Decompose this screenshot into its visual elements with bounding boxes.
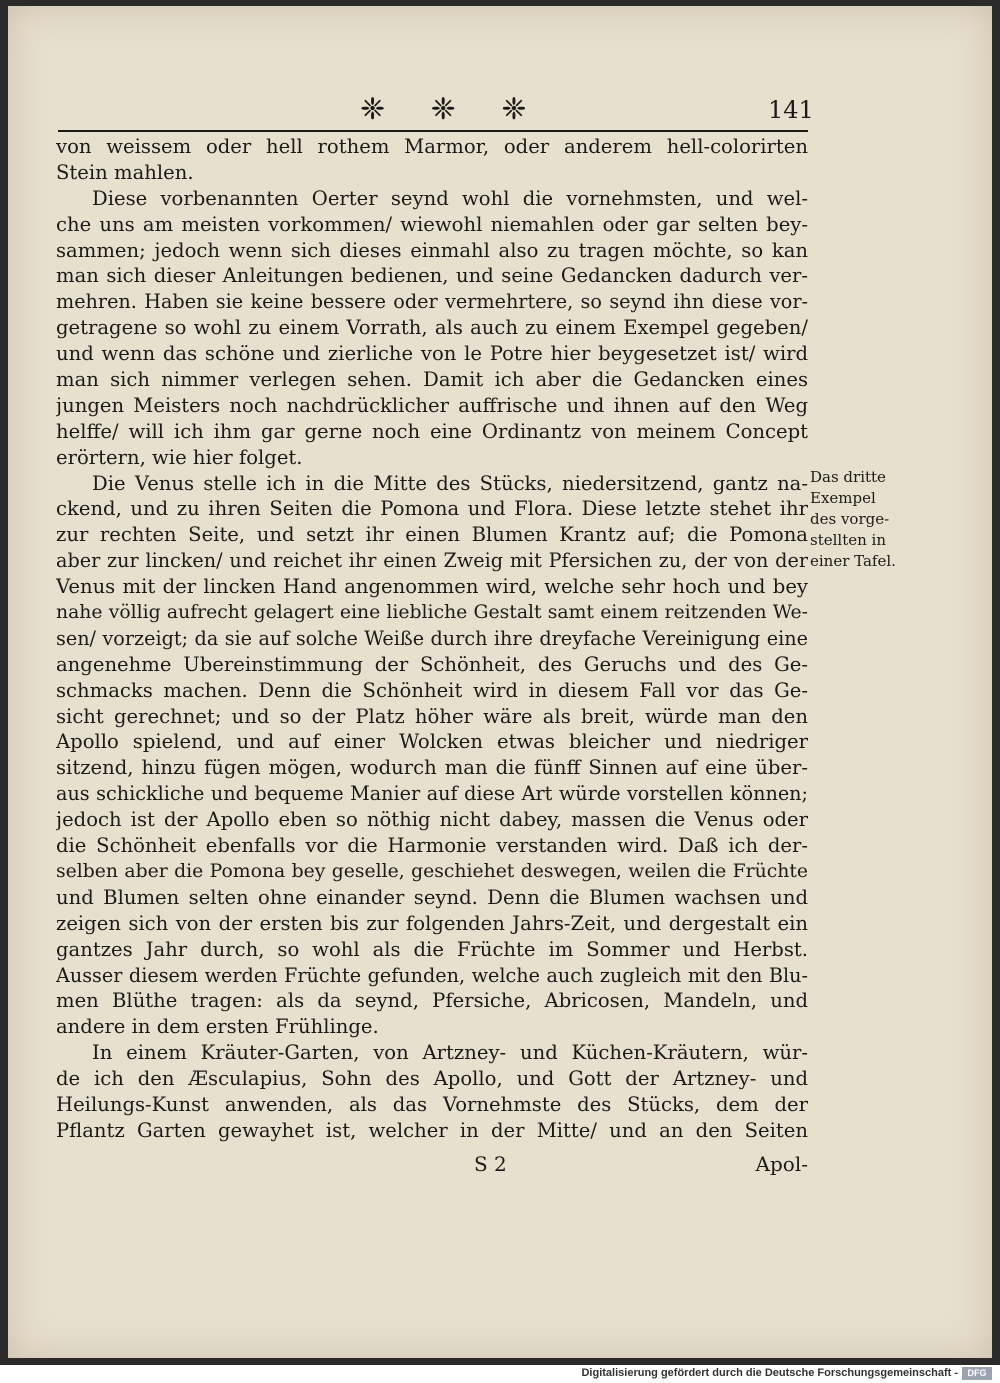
text-line: Apollo spielend, und auf einer Wolcken etwas bleicher und niedriger: [56, 730, 808, 754]
text-line: aus schickliche und bequeme Manier auf diese Art würde vorstellen können;: [56, 782, 808, 806]
catchword: Apol-: [755, 1152, 808, 1176]
text-line: sammen; jedoch wenn sich dieses einmahl also zu tragen möchte, so kan: [56, 238, 808, 262]
text-line: Die Venus stelle ich in die Mitte des Stücks, niedersitzend, gantz na-: [92, 471, 808, 495]
text-line: Stein mahlen.: [56, 160, 194, 184]
page-number: 141: [768, 96, 814, 124]
marginal-note-line: des vorge-: [810, 510, 890, 528]
header-ornament: ❈ ❈ ❈: [360, 92, 545, 127]
text-line: zur rechten Seite, und setzt ihr einen Blumen Krantz auf; die Pomona: [56, 523, 808, 547]
text-line: Ausser diesem werden Früchte gefunden, welche auch zugleich mit den Blu-: [56, 963, 808, 987]
text-line: angenehme Ubereinstimmung der Schönheit, des Geruchs und des Ge-: [56, 652, 808, 676]
text-line: aber zur lincken/ und reichet ihr einen Zweig mit Pfersichen zu, der von der: [56, 549, 808, 573]
text-line: und wenn das schöne und zierliche von le Potre hier beygesetzet ist/ wird: [56, 342, 808, 366]
text-line: jungen Meisters noch nachdrücklicher auffrische und ihnen auf den Weg: [56, 393, 808, 417]
marginal-note-line: stellten in: [810, 531, 886, 549]
text-line: sitzend, hinzu fügen mögen, wodurch man die fünff Sinnen auf eine über-: [56, 756, 808, 780]
text-line: von weissem oder hell rothem Marmor, oder anderem hell-colorirten: [56, 135, 808, 158]
text-line: Diese vorbenannten Oerter seynd wohl die vornehmsten, und wel-: [92, 186, 808, 210]
text-line: die Schönheit ebenfalls vor die Harmonie verstanden wird. Daß ich der-: [56, 834, 808, 858]
text-line: selben aber die Pomona bey geselle, geschiehet deswegen, weilen die Früchte: [56, 860, 808, 882]
text-line: sen/ vorzeigt; da sie auf solche Weiße durch ihre dreyfache Vereinigung eine: [56, 626, 808, 650]
marginal-note-line: Das dritte: [810, 468, 886, 486]
page-foot-row: [56, 1152, 808, 1180]
text-line: nahe völlig aufrecht gelagert eine liebliche Gestalt samt einem reitzenden We-: [56, 602, 808, 624]
text-line: Pflantz Garten gewayhet ist, welcher in der Mitte/ und an den Seiten: [56, 1118, 808, 1142]
text-line: getragene so wohl zu einem Vorrath, als auch zu einem Exempel gegeben/: [56, 316, 808, 340]
text-line: de ich den Æsculapius, Sohn des Apollo, und Gott der Artzney- und: [56, 1067, 808, 1091]
text-line: andere in dem ersten Frühlinge.: [56, 1015, 379, 1039]
marginal-note: [810, 467, 910, 572]
text-line: Venus mit der lincken Hand angenommen wird, welche sehr hoch und bey: [56, 575, 808, 599]
text-line: man sich dieser Anleitungen bedienen, und seine Gedancken dadurch ver-: [56, 264, 808, 288]
text-line: sicht gerechnet; und so der Platz höher wäre als breit, würde man den: [56, 704, 808, 728]
text-line: che uns am meisten vorkommen/ wiewohl niemahlen oder gar selten bey-: [56, 212, 808, 236]
text-line: ckend, und zu ihren Seiten die Pomona und Flora. Diese letzte stehet ihr: [56, 497, 808, 521]
digitization-credit: Digitalisierung gefördert durch die Deutsche Forschungsgemeinschaft -: [581, 1367, 958, 1379]
text-line: mehren. Haben sie keine bessere oder vermehrtere, so seynd ihn diese vor-: [56, 290, 808, 314]
text-line: erörtern, wie hier folget.: [56, 445, 303, 469]
text-line: schmacks machen. Denn die Schönheit wird in diesem Fall vor das Ge-: [56, 678, 808, 702]
text-line: und Blumen selten ohne einander seynd. Denn die Blumen wachsen und: [56, 885, 808, 909]
text-line: gantzes Jahr durch, so wohl als die Früchte im Sommer und Herbst.: [56, 937, 808, 961]
text-line: man sich nimmer verlegen sehen. Damit ich aber die Gedancken eines: [56, 368, 808, 392]
marginal-note-line: Exempel: [810, 489, 876, 507]
signature-mark: S 2: [474, 1152, 507, 1176]
body-text: [56, 134, 808, 1144]
text-line: zeigen sich von der ersten bis zur folgenden Jahrs-Zeit, und dergestalt ein: [56, 911, 808, 935]
text-line: helffe/ will ich ihm gar gerne noch eine Ordinantz von meinem Concept: [56, 419, 808, 443]
text-line: In einem Kräuter-Garten, von Artzney- und Küchen-Kräutern, wür-: [92, 1041, 808, 1065]
text-line: men Blüthe tragen: als da seynd, Pfersiche, Abricosen, Mandeln, und: [56, 989, 808, 1013]
header-rule: [58, 130, 808, 132]
text-line: jedoch ist der Apollo eben so nöthig nicht dabey, massen die Venus oder: [56, 808, 808, 832]
text-line: Heilungs-Kunst anwenden, als das Vornehmste des Stücks, dem der: [56, 1092, 808, 1116]
dfg-logo: DFG: [962, 1367, 992, 1380]
marginal-note-line: einer Tafel.: [810, 552, 896, 570]
